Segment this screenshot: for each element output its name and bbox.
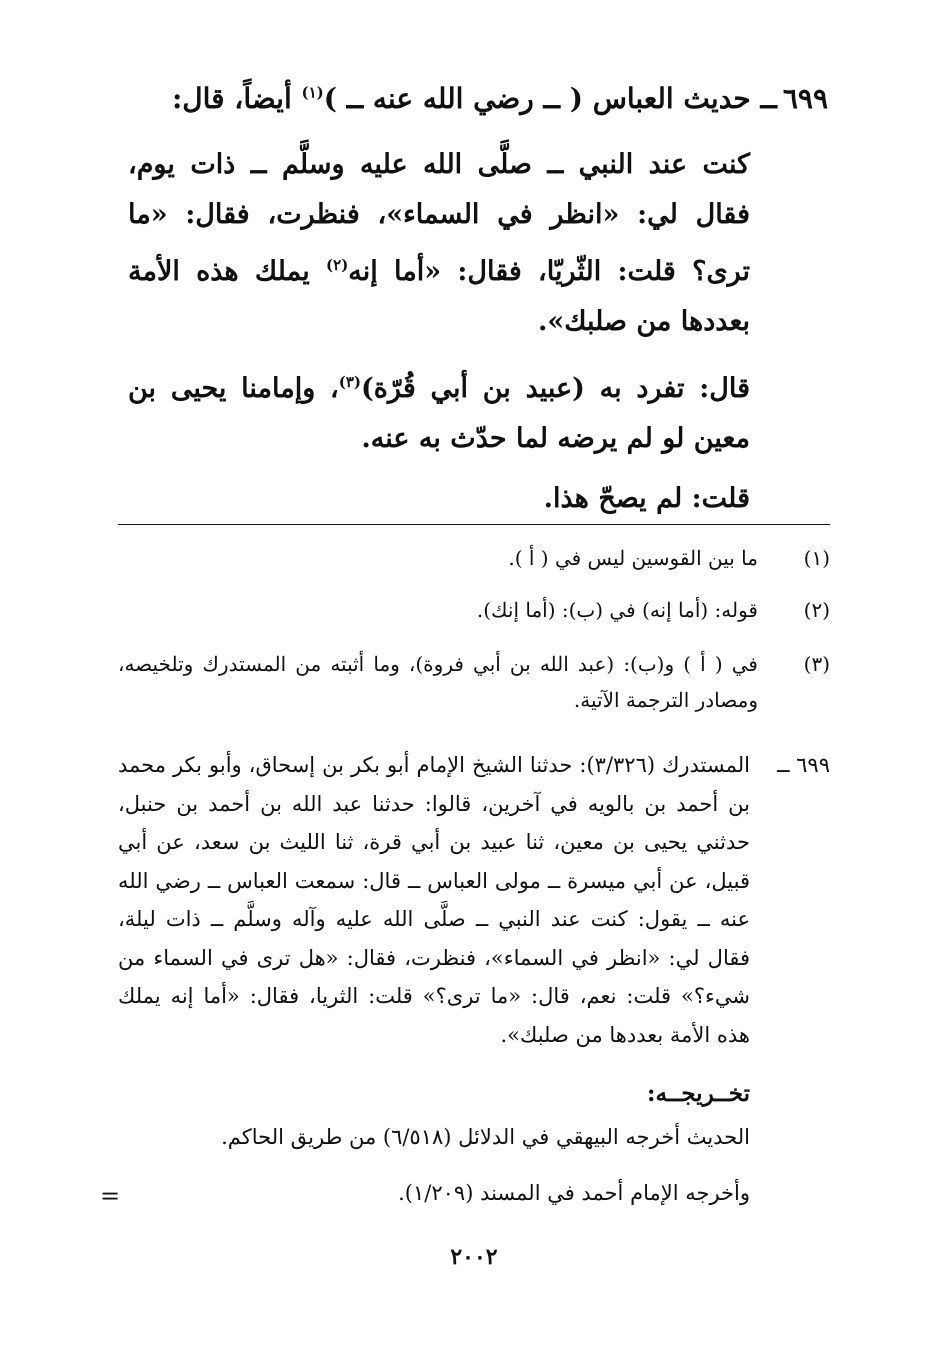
author-comment-end: ، وإمامنا يحيى بن معين لو لم يرضه لما حدّث به عنه. [128,373,750,454]
footnote-separator [118,524,830,525]
commentary-block [118,746,830,1054]
takhrij-heading: تخــريجــه: [647,1080,750,1107]
continuation-mark: = [100,1182,121,1210]
page-number: ٢٠٠٢ [450,1244,498,1270]
footnote-text: قوله: (أما إنه) في (ب): (أما إنك). [476,598,758,622]
takhrij-line-1: الحديث أخرجه البيهقي في الدلائل (٦/٥١٨) من طريق الحاكم. [221,1125,750,1149]
footnote-number: (٢) [803,598,830,622]
footnote-1 [118,540,830,576]
hadith-paragraph-3: قلت: لم يصحّ هذا. [543,483,750,514]
commentary-number: ٦٩٩ ــ [777,753,830,777]
footnote-number: (١) [803,546,830,570]
hadith-text-end: يملك هذه الأمة بعددها من صلبك». [128,256,750,337]
hadith-body [128,140,750,534]
footnote-text: في ( أ ) و(ب): (عبد الله بن أبي فروة)، وما أثبته من المستدرك وتلخيصه، ومصادر الترجمة الآتية. [118,652,758,712]
hadith-title-end: أيضاً، قال: [171,82,302,115]
hadith-title: ــ حديث العباس ( ــ رضي الله عنه ــ ) [323,82,777,115]
footnote-2 [118,592,830,628]
hadith-text: كنت عند النبي ــ صلَّى الله عليه وسلَّم ــ ذات يوم، فقال لي: «انظر في السماء»، فنظرت، فقال: «ما ترى؟ قلت: الثّريّا، فقال: «أما إنه [128,149,750,287]
footnote-ref-3: (٣) [338,373,361,391]
footnote-text: ما بين القوسين ليس في ( أ ). [508,546,758,570]
footnote-number: (٣) [803,652,830,676]
author-comment: قال: تفرد به (عبيد بن أبي قُرّة) [361,373,750,404]
hadith-heading [128,82,828,115]
takhrij-line-2: وأخرجه الإمام أحمد في المسند (١/٢٠٩). [398,1181,750,1205]
hadith-paragraph-2 [128,357,750,464]
footnote-ref-2: (٢) [326,256,349,274]
hadith-paragraph-1 [128,140,750,347]
footnote-3 [118,646,830,718]
footnote-ref-1: (١) [301,83,324,102]
hadith-number: ٦٩٩ [782,82,828,115]
commentary-text: المستدرك (٣/٣٢٦): حدثنا الشيخ الإمام أبو بكر بن إسحاق، وأبو بكر محمد بن أحمد بن بالويه في آخرين، قالوا: حدثنا عبد الله بن أحمد بن حنبل، حدثني يحيى بن معين، ثنا عبيد بن أبي قرة، ثنا الليث بن سعد، عن أبي قبيل، عن أبي ميسرة ــ مولى العباس ــ قال: سمعت العباس ــ رضي الله عنه ــ يقول: كنت عند النبي ــ صلَّى الله عليه وآله وسلَّم ــ ذات ليلة، فقال لي: «انظر في السماء»، فنظرت، فقال: «هل ترى في السماء من شيء؟» قلت: نعم، قال: «ما ترى؟» قلت: الثريا، فقال: «أما إنه يملك هذه الأمة بعددها من صلبك». [118,753,750,1047]
